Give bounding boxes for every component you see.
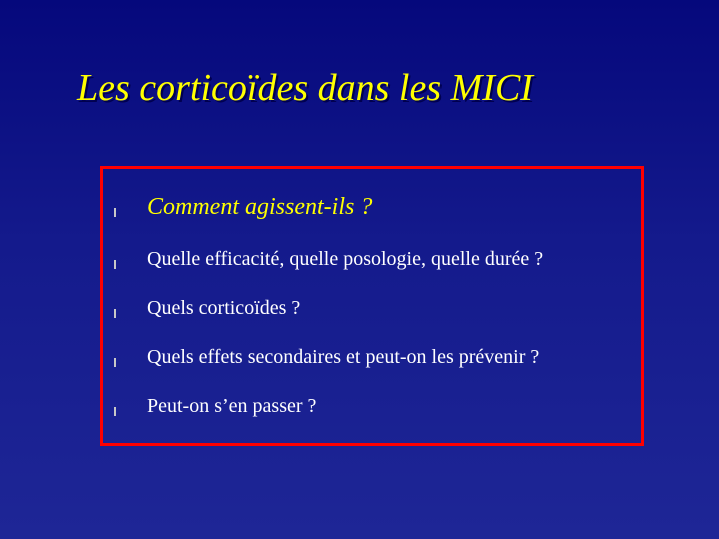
bullet-item <box>103 345 641 375</box>
bullet-text: Quels corticoïdes ? <box>147 297 301 319</box>
bullet-icon <box>114 309 116 318</box>
bullet-icon <box>114 260 116 269</box>
bullet-icon <box>114 407 116 416</box>
content-box <box>100 166 644 446</box>
slide-title: Les corticoïdes dans les MICI <box>77 67 533 109</box>
bullet-item <box>103 193 641 223</box>
bullet-item <box>103 394 641 424</box>
bullet-text: Peut-on s’en passer ? <box>147 395 317 417</box>
bullet-icon <box>114 208 116 217</box>
bullet-icon <box>114 358 116 367</box>
bullet-item <box>103 247 641 277</box>
bullet-text: Quels effets secondaires et peut-on les prévenir ? <box>147 346 540 368</box>
bullet-text: Comment agissent-ils ? <box>147 194 373 220</box>
bullet-item <box>103 296 641 326</box>
bullet-text: Quelle efficacité, quelle posologie, quelle durée ? <box>147 248 544 270</box>
